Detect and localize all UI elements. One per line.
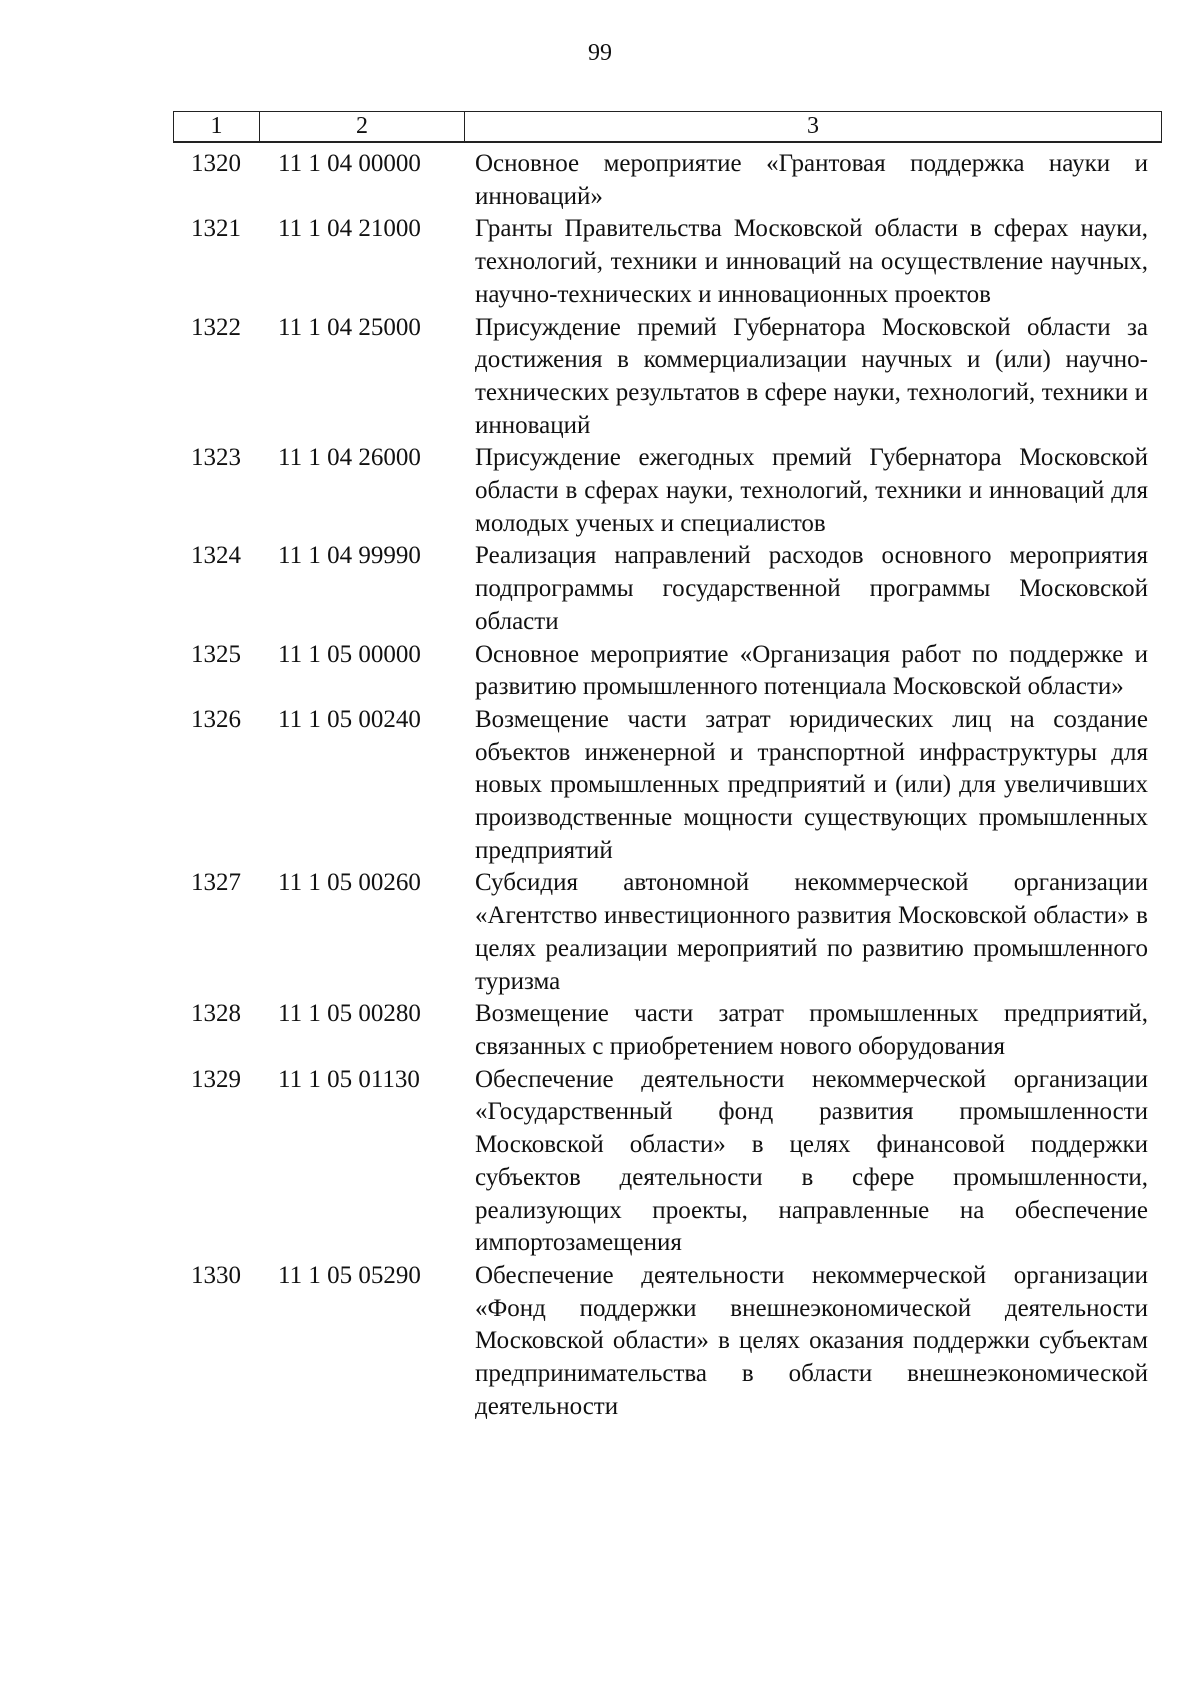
row-number: 1326	[191, 705, 241, 733]
table-row	[173, 704, 1162, 868]
header-col-3: 3	[807, 113, 819, 139]
row-description: Обеспечение деятельности некоммерческой организации «Государственный фонд развития промышленности Московской области» в целях финансовой поддержки субъектов деятельности в сфере промышленности, реализующих проекты, направленные на обеспечение импортозамещения	[475, 1065, 1148, 1257]
table-row	[173, 1260, 1162, 1424]
table-row	[173, 639, 1162, 704]
row-number: 1320	[191, 150, 241, 177]
row-code: 11 1 04 99990	[278, 542, 421, 570]
row-code: 11 1 04 00000	[278, 150, 421, 177]
row-number: 1328	[191, 1000, 241, 1028]
row-description: Обеспечение деятельности некоммерческой организации «Фонд поддержки внешнеэкономической деятельности Московской области» в целях оказания поддержки субъектам предпринимательства в области внешнеэкономической деятельности	[475, 1261, 1148, 1420]
table-body	[173, 148, 1162, 1423]
table-header	[173, 111, 1162, 143]
row-code: 11 1 05 00260	[278, 869, 421, 897]
row-description: Основное мероприятие «Грантовая поддержка науки и инноваций»	[475, 150, 1148, 210]
header-col-2: 2	[260, 112, 465, 141]
row-number: 1323	[191, 444, 241, 472]
row-code: 11 1 04 26000	[278, 444, 421, 472]
row-code: 11 1 05 01130	[278, 1065, 420, 1093]
row-number: 1322	[191, 313, 241, 341]
table-row	[173, 312, 1162, 443]
row-description: Основное мероприятие «Организация работ по поддержке и развитию промышленного потенциала Московской области»	[475, 640, 1148, 701]
row-number: 1321	[191, 215, 241, 243]
row-description: Гранты Правительства Московской области в сферах науки, технологий, техники и инноваций на осуществление научных, научно-технических и инновационных проектов	[475, 215, 1148, 308]
table-row	[173, 148, 1162, 213]
row-code: 11 1 05 00000	[278, 640, 421, 668]
row-description: Присуждение премий Губернатора Московской области за достижения в коммерциализации научных и (или) научно-технических результатов в сфере науки, технологий, техники и инноваций	[475, 313, 1148, 439]
row-code: 11 1 04 21000	[278, 215, 421, 243]
row-code: 11 1 05 00240	[278, 705, 421, 733]
row-description: Субсидия автономной некоммерческой организации «Агентство инвестиционного развития Московской области» в целях реализации мероприятий по развитию промышленного туризма	[475, 869, 1148, 995]
table-row	[173, 442, 1162, 540]
row-description: Возмещение части затрат промышленных предприятий, связанных с приобретением нового оборудования	[475, 1000, 1148, 1060]
table-row	[173, 998, 1162, 1063]
row-code: 11 1 05 00280	[278, 1000, 421, 1028]
header-col-1: 1	[174, 112, 260, 141]
page-number: 99	[588, 40, 612, 66]
table-row	[173, 213, 1162, 311]
row-number: 1330	[191, 1261, 241, 1289]
table-row	[173, 540, 1162, 638]
table-row	[173, 1064, 1162, 1260]
row-code: 11 1 05 05290	[278, 1261, 421, 1289]
row-number: 1329	[191, 1065, 241, 1093]
table-row	[173, 867, 1162, 998]
row-number: 1325	[191, 640, 241, 668]
row-code: 11 1 04 25000	[278, 313, 421, 341]
row-description: Реализация направлений расходов основного мероприятия подпрограммы государственной программы Московской области	[475, 542, 1148, 635]
row-number: 1324	[191, 542, 241, 570]
row-description: Возмещение части затрат юридических лиц на создание объектов инженерной и транспортной инфраструктуры для новых промышленных предприятий и (или) для увеличивших производственные мощности существующих промышленных предприятий	[475, 705, 1148, 864]
row-description: Присуждение ежегодных премий Губернатора Московской области в сферах науки, технологий, техники и инноваций для молодых ученых и специалистов	[475, 444, 1148, 537]
row-number: 1327	[191, 869, 241, 897]
